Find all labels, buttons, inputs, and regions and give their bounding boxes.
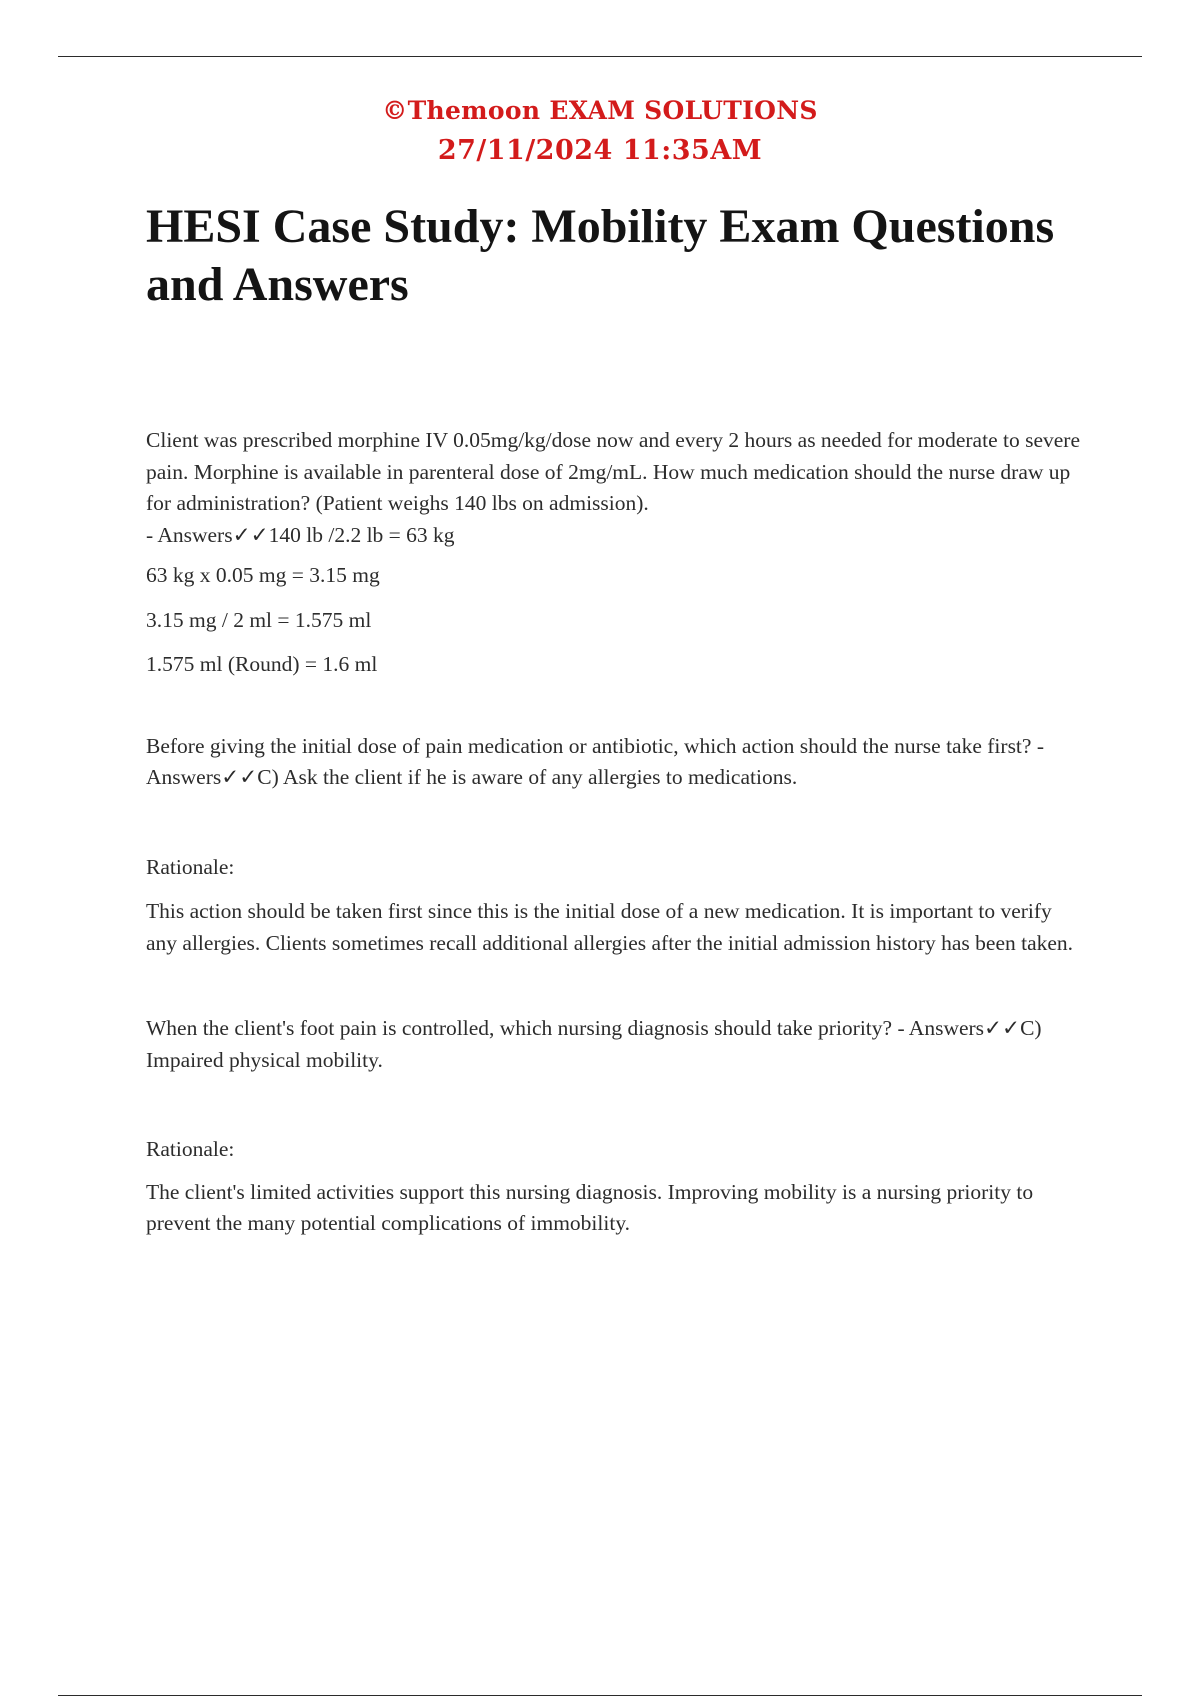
calculation-step: 63 kg x 0.05 mg = 3.15 mg <box>146 563 380 587</box>
watermark-header <box>0 92 1200 172</box>
question-3: When the client's foot pain is controlled, which nursing diagnosis should take priority? - Answers✓✓C) Impaired physical mobility. <box>146 1016 1042 1072</box>
page-title: HESI Case Study: Mobility Exam Questions and Answers <box>146 200 1055 311</box>
calculation-step: 1.575 ml (Round) = 1.6 ml <box>146 652 378 676</box>
bottom-rule <box>58 1695 1142 1696</box>
rationale-label: Rationale: <box>146 1137 235 1161</box>
calculation-step: 3.15 mg / 2 ml = 1.575 ml <box>146 607 372 632</box>
document-body <box>146 425 1086 1240</box>
question-2: Before giving the initial dose of pain medication or antibiotic, which action should the nurse take first? - Answers✓✓C) Ask the client if he is aware of any allergies to medications. <box>146 733 1044 789</box>
question-1 <box>146 425 1086 551</box>
question-1-answer: - Answers✓✓140 lb /2.2 lb = 63 kg <box>146 522 455 547</box>
rationale-text: This action should be taken first since this is the initial dose of a new medication. It is important to verify any allergies. Clients sometimes recall additional allergies after the initial admission history has been taken. <box>146 899 1074 955</box>
rationale-label: Rationale: <box>146 854 235 879</box>
question-1-text: Client was prescribed morphine IV 0.05mg/kg/dose now and every 2 hours as needed for moderate to severe pain. Morphine is available in parenteral dose of 2mg/mL. How much medication should the nurse draw up for administration? (Patient weighs 140 lbs on admission). <box>146 428 1080 515</box>
top-rule <box>58 56 1142 57</box>
rationale-text: The client's limited activities support this nursing diagnosis. Improving mobility is a nursing priority to prevent the many potential complications of immobility. <box>146 1179 1034 1235</box>
watermark-datetime: 27/11/2024 11:35AM <box>437 135 763 166</box>
watermark-text: ©Themoon EXAM SOLUTIONS <box>382 96 818 125</box>
